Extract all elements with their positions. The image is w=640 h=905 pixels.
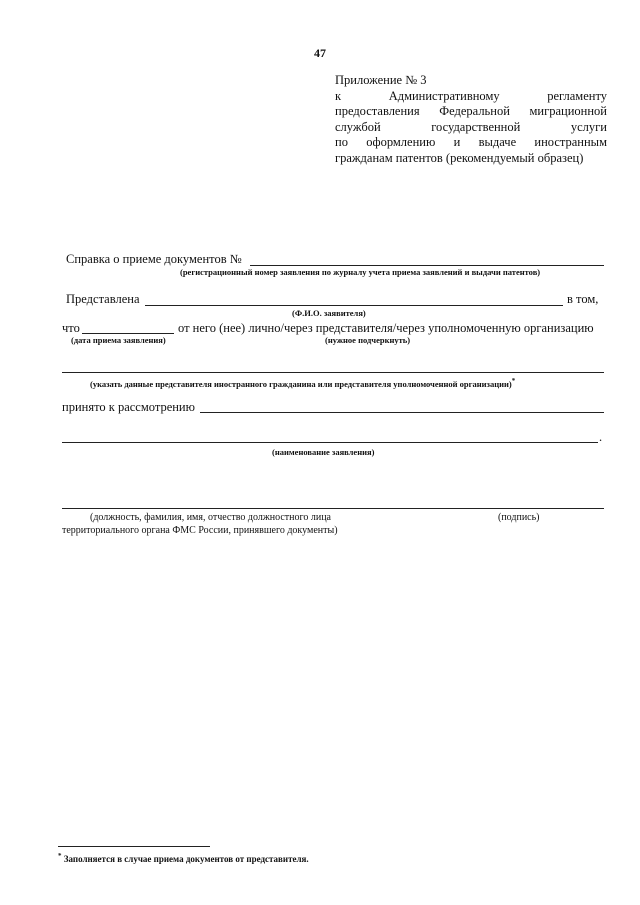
representative-caption-text: (указать данные представителя иностранного гражданина или представителя уполномоченной организации): [90, 378, 512, 389]
applicant-name-line[interactable]: [145, 305, 563, 306]
footnote-ref-mark: *: [511, 377, 516, 385]
underline-caption: (нужное подчеркнуть): [325, 335, 411, 345]
representative-line[interactable]: [62, 372, 604, 373]
application-caption: (наименование заявления): [272, 447, 375, 457]
appendix-line: Приложение № 3: [335, 73, 427, 87]
accepted-line[interactable]: [200, 412, 604, 413]
appendix-header: [335, 73, 607, 166]
application-end: .: [599, 430, 603, 444]
submitted-suffix: в том,: [567, 292, 599, 306]
footnote-text: Заполняется в случае приема документов от представителя.: [63, 854, 309, 864]
official-caption-line1: (должность, фамилия, имя, отчество должностного лица: [90, 512, 331, 523]
certificate-number-line[interactable]: [250, 265, 604, 266]
appendix-line: по оформлению и выдаче иностранным: [335, 135, 607, 149]
submitted-label: Представлена: [66, 292, 140, 306]
footnote-mark: *: [58, 852, 62, 860]
certificate-caption: (регистрационный номер заявления по журналу учета приема заявлений и выдачи патентов): [180, 267, 541, 277]
accepted-label: принято к рассмотрению: [62, 400, 195, 414]
official-line[interactable]: [62, 508, 604, 509]
representative-caption: [90, 376, 515, 389]
signature-caption: (подпись): [498, 512, 540, 523]
footnote: [58, 852, 309, 864]
appendix-line: к Административному регламенту: [335, 88, 607, 103]
footnote-rule: [58, 846, 210, 847]
application-name-line[interactable]: [62, 442, 598, 443]
certificate-label: Справка о приеме документов №: [66, 252, 242, 266]
official-caption-line2: территориального органа ФМС России, принявшего документы): [62, 525, 338, 536]
appendix-line: предоставления Федеральной миграционной: [335, 104, 607, 118]
appendix-line: службой государственной услуги: [335, 119, 607, 134]
appendix-line: гражданам патентов (рекомендуемый образец): [335, 150, 584, 165]
date-caption: (дата приема заявления): [71, 335, 166, 345]
that-text: от него (нее) лично/через представителя/через уполномоченную организацию: [178, 321, 594, 335]
page-number: 47: [314, 46, 326, 60]
date-line[interactable]: [82, 333, 174, 334]
applicant-caption: (Ф.И.О. заявителя): [292, 308, 366, 318]
that-label: что: [62, 321, 80, 335]
